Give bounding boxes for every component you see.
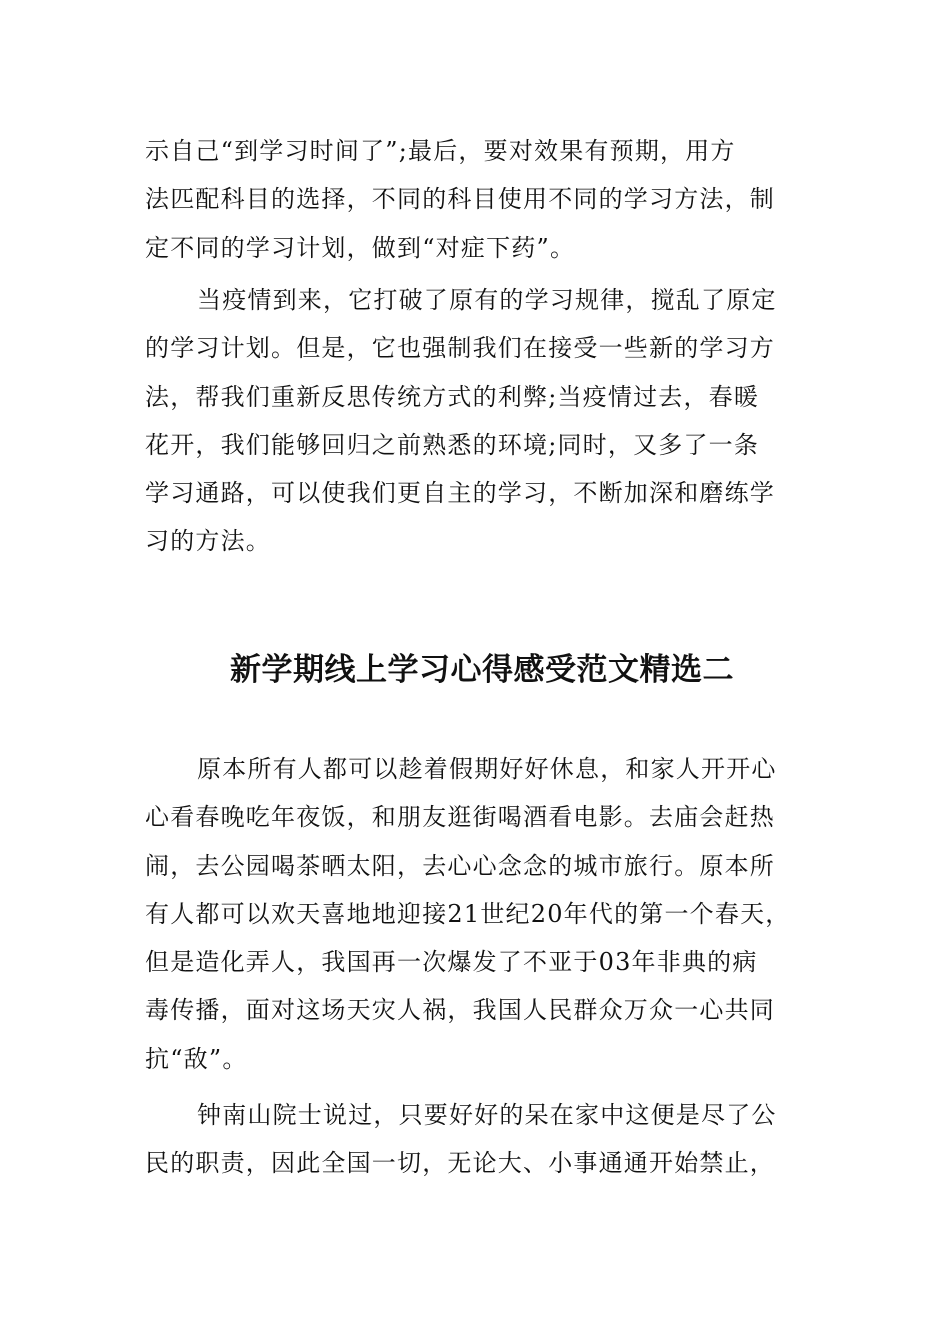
paragraph-continuation xyxy=(145,127,785,272)
text-line: 钟南山院士说过，只要好好的呆在家中这便是尽了公 xyxy=(197,1101,777,1129)
paragraph-holiday xyxy=(145,745,791,1083)
paragraph-zhong-nanshan xyxy=(145,1091,785,1188)
text-line: 当疫情到来，它打破了原有的学习规律，搅乱了原定 xyxy=(197,286,777,314)
text-line: 原本所有人都可以趁着假期好好休息，和家人开开心 xyxy=(197,755,777,783)
text-line: 闹，去公园喝茶晒太阳，去心心念念的城市旅行。原本所 xyxy=(145,851,775,880)
text-line: 毒传播，面对这场天灾人祸，我国人民群众万众一心共同 xyxy=(145,996,775,1025)
text-line: 心看春晚吃年夜饭，和朋友逛街喝酒看电影。去庙会赶热 xyxy=(145,803,775,832)
text-line: 抗“敌”。 xyxy=(145,1044,248,1073)
text-line: 法，帮我们重新反思传统方式的利弊;当疫情过去，春暖 xyxy=(145,382,760,411)
text-line: 习的方法。 xyxy=(145,527,271,556)
section-title: 新学期线上学习心得感受范文精选二 xyxy=(230,652,734,688)
paragraph-epidemic-reflection xyxy=(145,276,785,566)
text-line: 定不同的学习计划，做到“对症下药”。 xyxy=(145,233,576,262)
text-line: 花开，我们能够回归之前熟悉的环境;同时，又多了一条 xyxy=(145,430,760,459)
text-line: 示自己“到学习时间了”;最后，要对效果有预期，用方 xyxy=(145,137,736,165)
text-line: 的学习计划。但是，它也强制我们在接受一些新的学习方 xyxy=(145,334,775,363)
text-line: 有人都可以欢天喜地地迎接21世纪20年代的第一个春天， xyxy=(145,899,791,928)
text-line: 法匹配科目的选择，不同的科目使用不同的学习方法，制 xyxy=(145,185,775,214)
text-line: 学习通路，可以使我们更自主的学习，不断加深和磨练学 xyxy=(145,479,775,508)
text-line: 但是造化弄人，我国再一次爆发了不亚于03年非典的病 xyxy=(145,948,758,977)
text-line: 民的职责，因此全国一切，无论大、小事通通开始禁止， xyxy=(145,1149,775,1178)
